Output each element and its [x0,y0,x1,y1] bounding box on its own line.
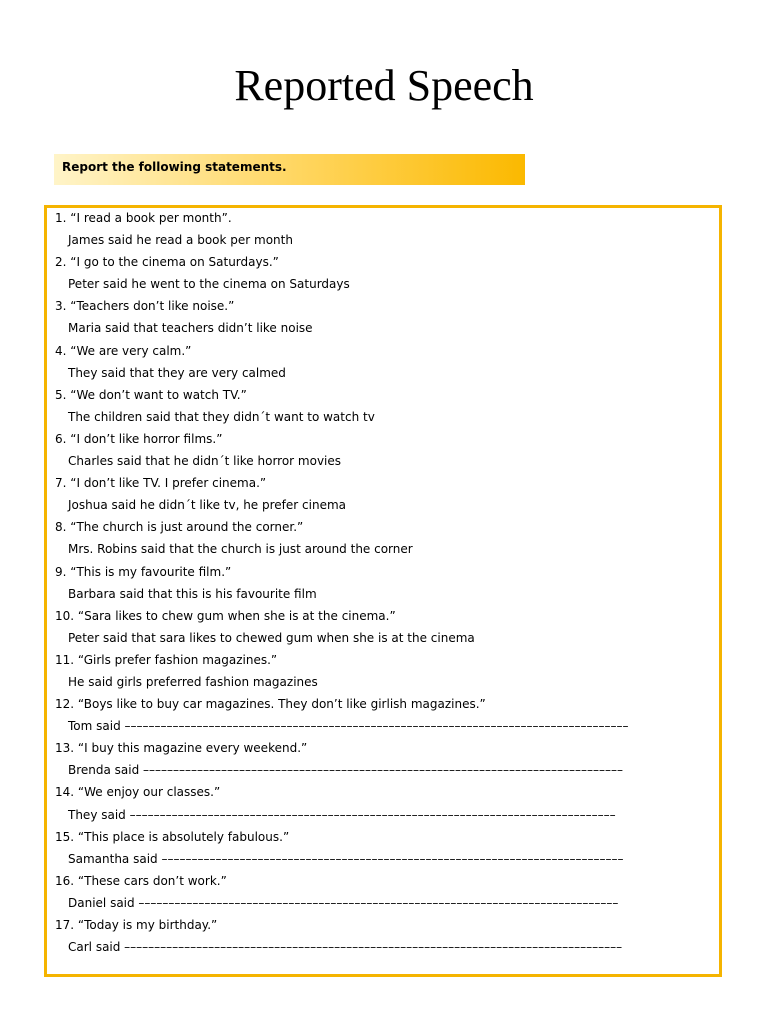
statement-12: 12. “Boys like to buy car magazines. They don’t like girlish magazines.” [55,697,486,712]
reported-answer-12: Tom said –––––––––––––––––––––––––––––––––––––––––––––––––––––––––––––––––––––––––––––––––––– [68,719,629,734]
reported-answer-17: Carl said ––––––––––––––––––––––––––––––––––––––––––––––––––––––––––––––––––––––––––––––––––– [68,940,623,955]
reported-answer-5: The children said that they didn´t want to watch tv [68,409,375,424]
page-title: Reported Speech [234,61,534,110]
statement-3: 3. “Teachers don’t like noise.” [55,299,235,314]
statement-13: 13. “I buy this magazine every weekend.” [55,741,308,756]
reported-answer-16: Daniel said –––––––––––––––––––––––––––––––––––––––––––––––––––––––––––––––––––––––––––––––– [68,895,619,910]
statement-4: 4. “We are very calm.” [55,343,192,358]
statement-17: 17. “Today is my birthday.” [55,918,218,932]
reported-answer-6: Charles said that he didn´t like horror movies [68,454,342,469]
statement-11: 11. “Girls prefer fashion magazines.” [55,652,278,667]
reported-answer-10: Peter said that sara likes to chewed gum when she is at the cinema [68,630,475,645]
statement-16: 16. “These cars don’t work.” [55,873,227,888]
reported-answer-2: Peter said he went to the cinema on Saturdays [68,277,350,292]
statement-9: 9. “This is my favourite film.” [55,564,232,579]
reported-answer-15: Samantha said ––––––––––––––––––––––––––––––––––––––––––––––––––––––––––––––––––––––––––––– [68,851,624,866]
instruction-text: Report the following statements. [62,160,287,174]
reported-answer-11: He said girls preferred fashion magazines [68,674,318,689]
statement-14: 14. “We enjoy our classes.” [55,785,221,800]
exercise-list [55,207,715,958]
statement-15: 15. “This place is absolutely fabulous.” [55,829,290,844]
reported-answer-14: They said ––––––––––––––––––––––––––––––––––––––––––––––––––––––––––––––––––––––––––––––––– [68,807,616,822]
statement-7: 7. “I don’t like TV. I prefer cinema.” [55,476,267,491]
reported-answer-4: They said that they are very calmed [68,365,286,380]
statement-8: 8. “The church is just around the corner.” [55,520,304,535]
reported-answer-1: James said he read a book per month [68,233,293,248]
reported-answer-3: Maria said that teachers didn’t like noise [68,321,313,336]
statement-2: 2. “I go to the cinema on Saturdays.” [55,255,279,270]
statement-6: 6. “I don’t like horror films.” [55,431,223,446]
statement-5: 5. “We don’t want to watch TV.” [55,387,247,402]
statement-1: 1. “I read a book per month”. [55,211,232,225]
reported-answer-13: Brenda said –––––––––––––––––––––––––––––––––––––––––––––––––––––––––––––––––––––––––––––––– [68,763,624,778]
instruction-banner [54,154,525,185]
statement-10: 10. “Sara likes to chew gum when she is at the cinema.” [55,608,396,623]
reported-answer-8: Mrs. Robins said that the church is just around the corner [68,542,413,557]
reported-answer-7: Joshua said he didn´t like tv, he prefer cinema [68,498,346,513]
reported-answer-9: Barbara said that this is his favourite film [68,586,317,601]
